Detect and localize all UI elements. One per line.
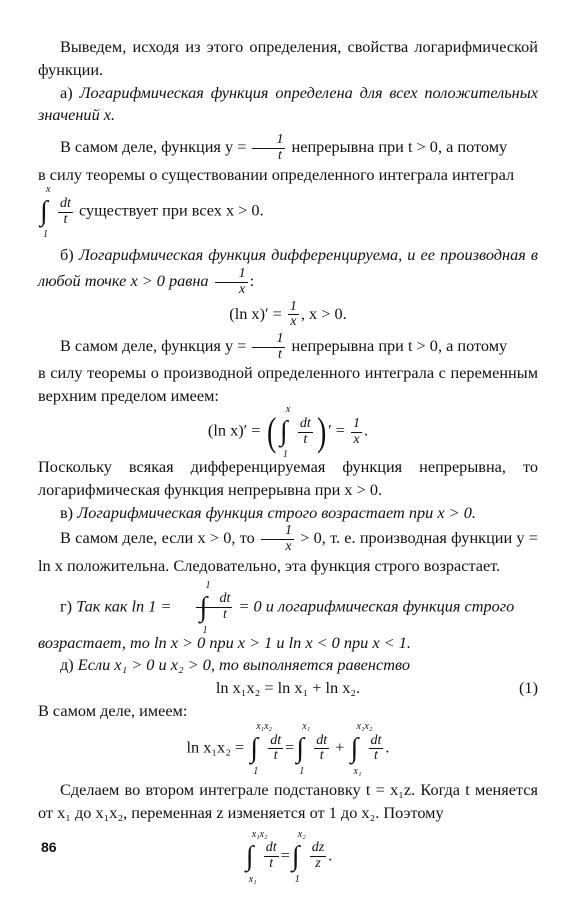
integral-1-to-x	[279, 404, 294, 460]
integral-sign: ∫	[250, 732, 258, 764]
denominator: x	[353, 431, 360, 447]
right-paren: )	[316, 409, 327, 454]
property-g	[38, 579, 538, 636]
plus-sign: +	[335, 737, 345, 757]
denominator: t	[278, 147, 282, 163]
equals-sign: =	[335, 420, 345, 440]
integral-sign: ∫	[291, 840, 300, 872]
denominator: t	[269, 856, 274, 871]
property-g-label: г)	[60, 596, 73, 616]
text-run: (ln x)′ =	[229, 303, 286, 323]
fraction-1-over-t	[252, 133, 285, 163]
text-run: непрерывна при t > 0, а потому	[287, 335, 508, 355]
property-d-label: д)	[60, 655, 74, 675]
numerator: dt	[265, 840, 277, 856]
text-run: ln x₁x₂ =	[186, 737, 249, 757]
equals-sign: =	[285, 737, 295, 757]
property-g-line2	[38, 632, 538, 655]
equals-sign: =	[280, 845, 290, 865]
numerator: dt	[316, 732, 328, 748]
property-v-text: Логарифмическая функция строго возрастает при x > 0.	[77, 502, 476, 522]
page-number: 86	[41, 839, 57, 855]
property-a-text: Логарифмическая функция определена для всех положительных значений x.	[38, 82, 538, 125]
period: .	[328, 845, 333, 865]
left-paren: (	[266, 409, 276, 454]
property-b-label: б)	[60, 245, 74, 265]
property-a	[38, 82, 538, 128]
denominator: t	[278, 346, 282, 362]
denominator: t	[303, 431, 308, 447]
fraction-dt-over-t	[314, 734, 329, 764]
text-run: ln x₁x₂ = ln x₁ + ln x₂.	[215, 678, 361, 698]
integral-sign: ∫	[40, 196, 48, 228]
fraction-1-over-x	[261, 524, 294, 554]
integral-x1-to-x1x2	[350, 720, 373, 777]
numerator: dt	[299, 415, 311, 431]
property-v-proof	[38, 524, 538, 577]
period: .	[385, 737, 390, 757]
upper-limit: x₁x₂	[256, 720, 273, 732]
denominator: t	[273, 748, 278, 764]
integral-1-to-x2	[291, 828, 306, 885]
property-b: б) Логарифмическая функция дифференцируема, и ее производная в любой точке x > 0 равна $\frac{1}{x}$ :	[38, 245, 538, 297]
text-body	[38, 36, 538, 885]
numerator: 1	[261, 524, 294, 540]
fraction-dt-over-t	[264, 841, 279, 871]
integral-sign: ∫	[245, 840, 254, 872]
denominator: x	[290, 314, 297, 330]
property-d-proof-intro: В самом деле, имеем:	[38, 701, 188, 721]
denominator: x	[239, 281, 246, 297]
property-b-proof-text: в силу теоремы о производной определенного интеграла с переменным верхним пределом имеем:	[38, 363, 538, 406]
integral-sign: ∫	[296, 732, 304, 764]
numerator: dt	[60, 196, 71, 212]
fraction-dt-over-t	[369, 734, 384, 764]
text-run: Так как ln 1 =	[76, 596, 176, 616]
fraction-1-over-x	[215, 267, 248, 297]
property-a-label: а)	[60, 82, 73, 102]
integral-sign: ∫	[350, 732, 359, 764]
lower-limit: 1	[43, 229, 48, 241]
upper-limit: x	[46, 184, 51, 196]
period: .	[363, 420, 369, 440]
text-run: > 0, т. е. производная функции y = ln x положительна. Следовательно, эта функция строго возрастает.	[38, 528, 538, 575]
integral-sign: ∫	[279, 416, 288, 447]
text-run: существует при всех x > 0.	[74, 201, 264, 221]
lower-limit: 1	[299, 765, 305, 777]
property-a-proof-line2: в силу теоремы о существовании определенного интеграла интеграл	[38, 164, 515, 184]
denominator: x	[285, 539, 292, 555]
denominator: z	[315, 856, 321, 871]
formula-derivative-integral: (ln x)′ = ( x ∫ 1 $\frac{dt}{t}$ ) ′ = $\frac{1}{x}$ .	[207, 404, 369, 460]
formula-log-product	[38, 677, 538, 700]
fraction-1-over-x	[351, 417, 362, 447]
fraction-dt-over-t	[298, 417, 313, 447]
property-b-text: Логарифмическая функция дифференцируема, и ее производная в любой точке x > 0 равна	[38, 245, 538, 291]
denominator: t	[223, 607, 227, 623]
text-run: = 0 и логарифмическая функция строго	[234, 596, 515, 616]
continuity-paragraph: Поскольку всякая дифференцируемая функция непрерывна, то логарифмическая функция непрерывна при x > 0.	[38, 457, 538, 499]
property-d	[38, 654, 538, 677]
property-b-proof-line1	[38, 332, 538, 362]
fraction-dz-over-z	[310, 841, 326, 871]
substitution-paragraph: Сделаем во втором интеграле подстановку t = x₁z. Когда t меняется от x₁ до x₁x₂, переменная z изменяется от 1 до x₂. Поэтому	[38, 779, 538, 822]
lower-limit: x₁	[353, 765, 362, 777]
integral-x1-to-x1x2	[245, 828, 268, 885]
property-a-proof-line1	[38, 133, 538, 163]
text-run: непрерывна при t > 0, а потому	[287, 137, 508, 157]
fraction-1-over-t	[252, 332, 285, 362]
equation-number: (1)	[519, 678, 538, 698]
text-run: В самом деле, функция y =	[60, 137, 251, 157]
formula-derivative	[38, 300, 538, 330]
lower-limit: 1	[294, 873, 300, 885]
numerator: dt	[370, 732, 382, 748]
numerator: dz	[311, 840, 325, 856]
formula-substitution	[38, 828, 538, 885]
upper-limit: x	[285, 404, 291, 415]
integral-1-to-x1	[296, 720, 311, 777]
upper-limit: 1	[205, 579, 211, 591]
numerator: 1	[289, 298, 297, 314]
lower-limit: x₁	[248, 873, 257, 885]
upper-limit: x₂	[297, 828, 306, 840]
intro-paragraph: Выведем, исходя из этого определения, свойства логарифмической функции.	[38, 37, 538, 79]
integral-1-to-x	[40, 184, 54, 241]
formula-integral-sum	[38, 720, 538, 777]
text-run: В самом деле, если x > 0, то	[60, 528, 260, 548]
integral-sign: ∫	[199, 591, 208, 623]
denominator: t	[63, 211, 68, 227]
text-run: (ln x)′ =	[207, 420, 265, 440]
fraction-dt-over-t	[58, 197, 73, 227]
upper-limit: x₁	[302, 720, 311, 732]
numerator: dt	[270, 732, 282, 748]
property-a-proof-line3	[38, 184, 538, 241]
lower-limit: 1	[202, 624, 208, 636]
numerator: 1	[252, 133, 285, 149]
upper-limit: x₁x₂	[356, 720, 373, 732]
lower-limit: 1	[282, 449, 288, 460]
numerator: 1	[352, 415, 360, 431]
numerator: 1	[215, 267, 248, 283]
property-v-label: в)	[60, 502, 74, 522]
integral-1-to-x1x2	[250, 720, 273, 777]
fraction-1-over-x	[288, 300, 299, 330]
integral-1-to-1	[178, 579, 211, 636]
property-v	[38, 502, 538, 525]
numerator: 1	[252, 332, 285, 348]
denominator: t	[319, 748, 324, 764]
denominator: t	[374, 748, 378, 764]
text-run: возрастает, то ln x > 0 при x > 1 и ln x < 0 при x < 1.	[38, 632, 411, 652]
fraction-dt-over-t	[268, 734, 283, 764]
upper-limit: x₁x₂	[251, 828, 268, 840]
lower-limit: 1	[253, 765, 259, 777]
property-d-text: Если x₁ > 0 и x₂ > 0, то выполняется равенство	[77, 655, 410, 675]
numerator: dt	[196, 592, 233, 608]
text-run: , x > 0.	[300, 303, 347, 323]
text-run: В самом деле, функция y =	[60, 335, 251, 355]
